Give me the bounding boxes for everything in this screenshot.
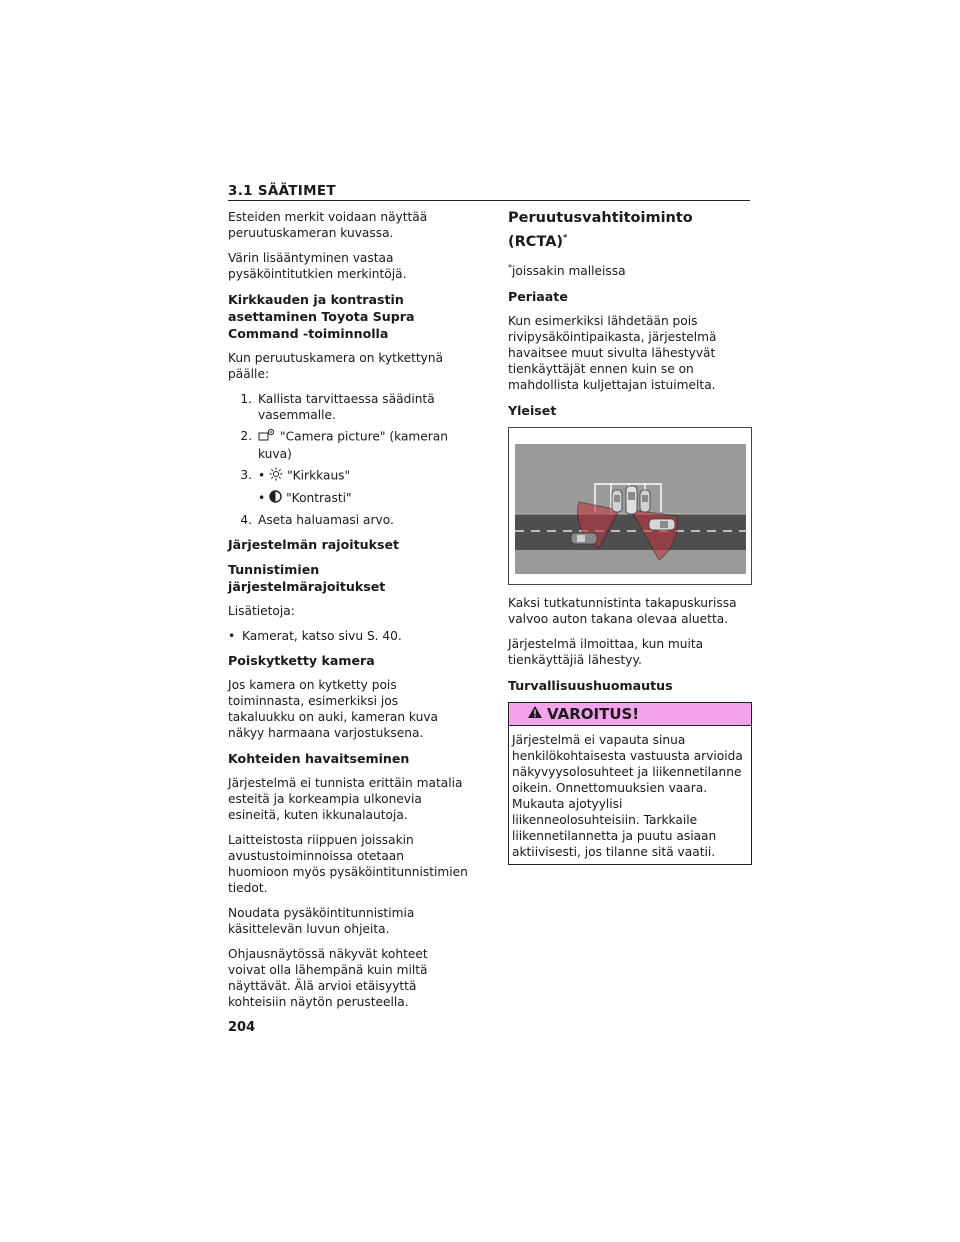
- rcta-title-text: Peruutusvahtitoiminto (RCTA): [508, 210, 693, 250]
- heading-principle: Periaate: [508, 288, 568, 304]
- bullet-list: [228, 628, 468, 644]
- paragraph: Järjestelmä ei tunnista erittäin matalia esteitä ja korkeampia ulkonevia esineitä, kuten ikkunalautoja.: [228, 776, 463, 822]
- contrast-icon: [269, 490, 282, 507]
- step-text: "Camera picture" (kameran kuva): [258, 429, 448, 461]
- step-item: 3. • "Kirkkaus" • "Kontrasti": [228, 467, 468, 507]
- paragraph: Jos kamera on kytketty pois toiminnasta, esimerkiksi jos takaluukku on auki, kameran kuva näkyy harmaana varjostuksena.: [228, 678, 439, 740]
- warning-title: VAROITUS!: [547, 704, 640, 723]
- step-number: 4.: [240, 513, 252, 527]
- heading-general: Yleiset: [508, 402, 557, 418]
- warning-triangle-icon: [527, 703, 543, 725]
- paragraph: Laitteistosta riippuen joissakin avustustoiminnoissa otetaan huomioon myös pysäköintitunnistimien tiedot.: [228, 833, 468, 895]
- footnote-marker: *: [563, 233, 568, 242]
- page-number: 204: [228, 1020, 256, 1035]
- parked-car-right: [640, 490, 650, 512]
- step-text: Aseta haluamasi arvo.: [258, 513, 394, 527]
- rcta-diagram: [508, 427, 752, 585]
- paragraph: Värin lisääntyminen vastaa pysäköintitutkien merkintöjä.: [228, 251, 407, 281]
- footnote: [508, 260, 748, 279]
- paragraph: Lisätietoja:: [228, 604, 295, 618]
- paragraph: Noudata pysäköintitunnistimia käsittelevän luvun ohjeita.: [228, 906, 415, 936]
- warning-text: Järjestelmä ei vapauta sinua henkilökohtaisesta vastuusta arvioida näkyvyysolosuhteet ja liikennetilanne oikein. Onnettomuuksien vaara. Mukauta ajotyylisi liikenneolosuhteisiin. Tarkkaile liikennetilannetta ja puutu asiaan aktiivisesti, jos tilanne sitä vaatii.: [512, 732, 743, 859]
- list-item: [228, 628, 468, 644]
- heading-sensor-limits: Tunnistimien järjestelmärajoitukset: [228, 562, 386, 594]
- warning-box: [508, 702, 752, 865]
- left-column: [228, 209, 468, 1019]
- heading-camera-off: Poiskytketty kamera: [228, 653, 375, 668]
- step-item: [228, 512, 468, 528]
- footnote-text: joissakin malleissa: [512, 263, 626, 278]
- paragraph: Ohjausnäytössä näkyvät kohteet voivat olla lähempänä kuin miltä näyttävät. Älä arvioi etäisyyttä kohteisiin näytön perusteella.: [228, 947, 428, 1009]
- step-item: [228, 391, 468, 423]
- paragraph: Kaksi tutkatunnistinta takapuskurissa valvoo auton takana olevaa aluetta.: [508, 595, 737, 626]
- step-number: 2.: [240, 429, 252, 443]
- paragraph: Järjestelmä ilmoittaa, kun muita tienkäyttäjiä lähestyy.: [508, 636, 704, 667]
- paragraph: Kun esimerkiksi lähdetään pois rivipysäköintipaikasta, järjestelmä havaitsee muut sivulta lähestyvät tienkäyttäjät ennen kuin se on mahdollista kuljettajan istuimelta.: [508, 313, 717, 392]
- brightness-icon: [269, 467, 283, 485]
- warning-header: [509, 703, 751, 726]
- step-item: [228, 428, 468, 462]
- step-subitem-text: "Kontrasti": [286, 491, 352, 505]
- steps-list: [228, 391, 468, 528]
- crossing-car-left: [571, 533, 597, 544]
- heading-safety-note: Turvallisuushuomautus: [508, 677, 673, 693]
- heading-system-limits: Järjestelmän rajoitukset: [228, 537, 400, 552]
- reversing-car: [626, 486, 637, 514]
- heading-brightness-contrast: Kirkkauden ja kontrastin asettaminen Toyota Supra Command -toiminnolla: [228, 292, 415, 341]
- step-number: 3.: [240, 468, 252, 482]
- footnote-marker: *: [508, 262, 512, 272]
- right-column: [508, 209, 748, 865]
- heading-object-detection: Kohteiden havaitseminen: [228, 751, 410, 766]
- cross-reference: Kamerat, katso sivu S. 40.: [242, 629, 402, 643]
- step-number: 1.: [240, 392, 252, 406]
- parked-car-left: [612, 490, 622, 512]
- rcta-title: [508, 209, 748, 252]
- paragraph: Kun peruutuskamera on kytkettynä päälle:: [228, 351, 444, 381]
- step-subitem-text: "Kirkkaus": [287, 468, 351, 483]
- section-title: 3.1 SÄÄTIMET: [228, 183, 336, 199]
- step-text: Kallista tarvittaessa säädintä vasemmalle.: [258, 392, 435, 422]
- section-header: [228, 180, 750, 201]
- crossing-car-right: [649, 519, 675, 530]
- camera-settings-icon: [258, 428, 276, 446]
- bullet-dot: •: [228, 629, 236, 643]
- road-surface: [515, 514, 746, 550]
- paragraph: Esteiden merkit voidaan näyttää peruutuskameran kuvassa.: [228, 210, 428, 240]
